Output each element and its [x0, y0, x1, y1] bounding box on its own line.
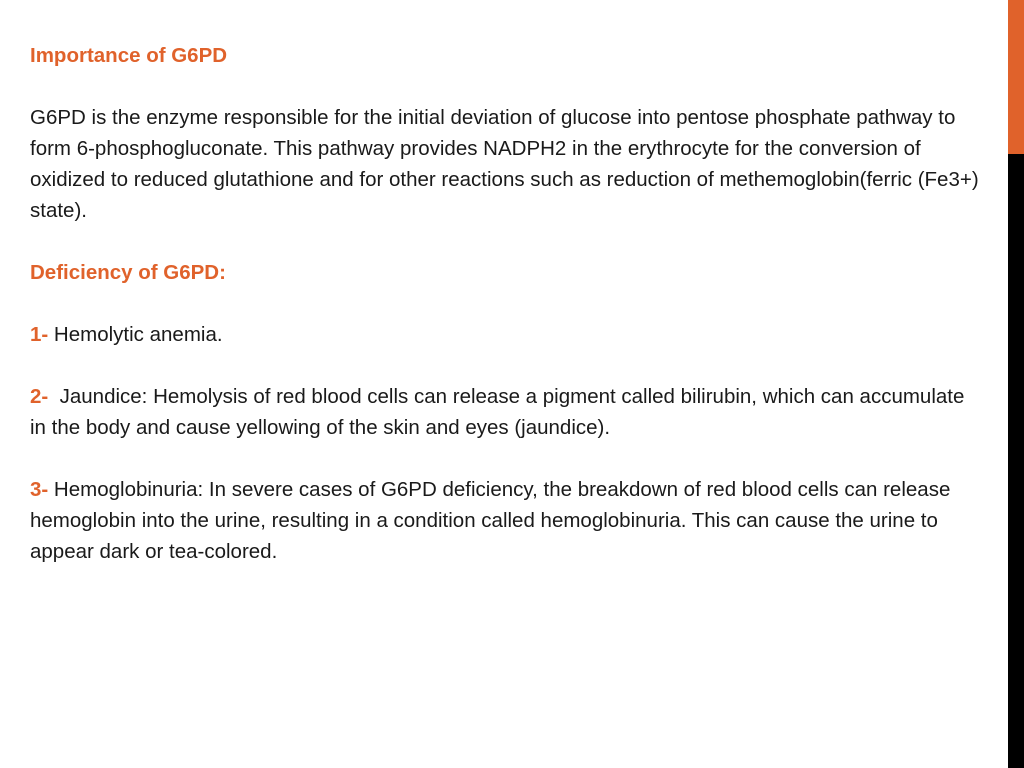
- item-number: 2-: [30, 385, 49, 408]
- deficiency-heading: Deficiency of G6PD:: [30, 261, 226, 284]
- sidebar-accent-orange: [1008, 0, 1024, 154]
- item-text: Hemoglobinuria: In severe cases of G6PD deficiency, the breakdown of red blood cells can release hemoglobin into the urine, resulting in a condition called hemoglobinuria. This can cause the urine to appear dark or tea-colored.: [30, 478, 957, 563]
- spacer: [30, 288, 980, 319]
- item-text: Hemolytic anemia.: [48, 323, 223, 346]
- slide-content: [30, 40, 980, 567]
- importance-body: G6PD is the enzyme responsible for the initial deviation of glucose into pentose phosphate pathway to form 6-phosphogluconate. This pathway provides NADPH2 in the erythrocyte for the conversion of oxidized to reduced glutathione and for other reactions such as reduction of methemoglobin(ferric (Fe3+) state).: [30, 106, 979, 222]
- importance-heading: Importance of G6PD: [30, 44, 228, 67]
- list-item: [30, 474, 980, 567]
- sidebar-accent-black: [1008, 154, 1024, 768]
- item-number: 1-: [30, 323, 49, 346]
- list-item: [30, 381, 980, 443]
- item-number: 3-: [30, 478, 49, 501]
- spacer: [30, 226, 980, 257]
- spacer: [30, 443, 980, 474]
- spacer: [30, 350, 980, 381]
- list-item: [30, 319, 980, 350]
- item-text: Jaundice: Hemolysis of red blood cells can release a pigment called bilirubin, which can accumulate in the body and cause yellowing of the skin and eyes (jaundice).: [30, 385, 971, 439]
- spacer: [30, 71, 980, 102]
